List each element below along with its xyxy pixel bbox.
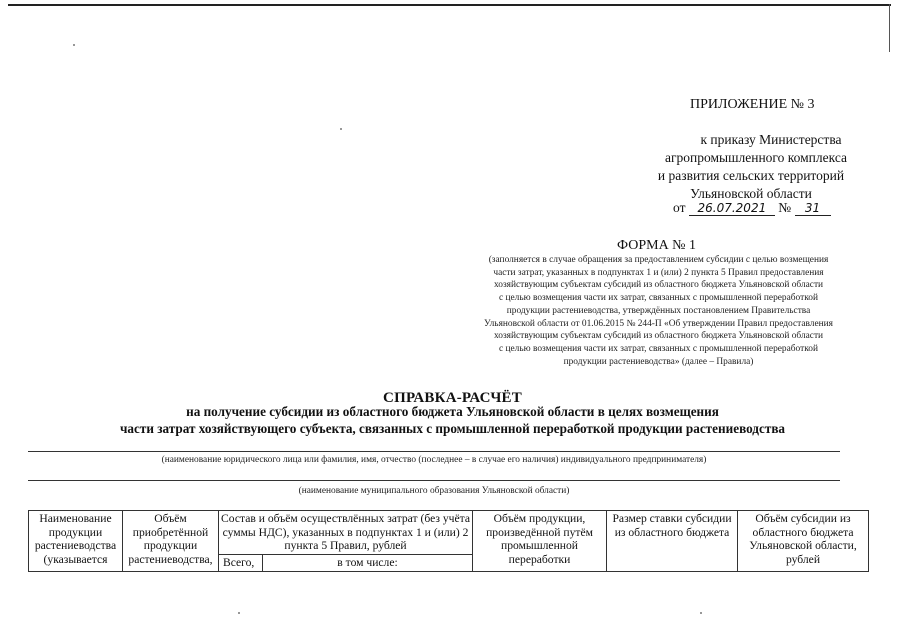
- handwritten-number: 31: [795, 201, 831, 216]
- subtitle-line: части затрат хозяйствующего субъекта, связанных с промышленной переработкой продукции растениеводства: [119, 421, 786, 436]
- entity-name-caption: (наименование юридического лица или фамилия, имя, отчество (последнее – в случае его наличия) индивидуального предпринимателя): [161, 455, 707, 465]
- municipality-caption: (наименование муниципального образования Ульяновской области): [298, 486, 570, 496]
- order-line: Ульяновской области: [690, 186, 812, 201]
- form-note-line: Ульяновской области от 01.06.2015 № 244-П «Об утверждении Правил предоставления: [484, 318, 833, 329]
- calculation-table: [28, 510, 869, 572]
- header-subsidy-rate: Размер ставки субсидии из областного бюджета: [607, 511, 738, 572]
- header-costs-including: в том числе:: [263, 554, 473, 571]
- header-produced-volume: Объём продукции, произведённой путём промышленной переработки: [473, 511, 607, 572]
- order-reference: [640, 131, 862, 203]
- form-note-line: с целью возмещения части их затрат, связанных с промышленной переработкой: [498, 293, 818, 304]
- scan-speck: [73, 44, 75, 46]
- form-title: ФОРМА № 1: [617, 238, 697, 253]
- scan-speck: [700, 612, 702, 614]
- order-line: агропромышленного комплекса: [665, 150, 847, 165]
- header-subsidy-amount: Объём субсидии из областного бюджета Ульяновской области, рублей: [738, 511, 869, 572]
- header-costs: Состав и объём осуществлённых затрат (без учёта суммы НДС), указанных в подпунктах 1 и (или) 2 пункта 5 Правил, рублей: [219, 511, 473, 555]
- header-costs-total: Всего,: [219, 554, 263, 571]
- right-border-line: [889, 4, 890, 52]
- scan-speck: [238, 612, 240, 614]
- order-line: к приказу Министерства: [700, 132, 842, 147]
- form-note-line: продукции растениеводства» (далее – Правила): [563, 356, 754, 367]
- form-note-line: с целью возмещения части их затрат, связанных с промышленной переработкой: [498, 343, 818, 354]
- header-product-name: Наименование продукции растениеводства (указывается: [29, 511, 123, 572]
- form-note-line: хозяйствующим субъектам субсидий из областного бюджета Ульяновской области: [493, 331, 824, 342]
- order-line: и развития сельских территорий: [657, 168, 845, 183]
- document-subtitle: [20, 403, 885, 437]
- subtitle-line: на получение субсидии из областного бюджета Ульяновской области в целях возмещения: [186, 404, 719, 419]
- entity-name-fill-line: [28, 451, 840, 452]
- date-prefix: от: [673, 200, 686, 215]
- order-date-line: [673, 200, 831, 216]
- appendix-label: ПРИЛОЖЕНИЕ № 3: [690, 97, 815, 112]
- form-note-line: продукции растениеводства, утверждённых постановлением Правительства: [506, 305, 811, 316]
- top-border-line: [8, 4, 891, 6]
- number-prefix: №: [778, 200, 792, 215]
- form-note-line: части затрат, указанных в подпунктах 1 и (или) 2 пункта 5 Правил предоставления: [493, 267, 824, 278]
- form-note-line: (заполняется в случае обращения за предоставлением субсидии с целью возмещения: [488, 255, 829, 265]
- form-note-line: хозяйствующим субъектам субсидий из областного бюджета Ульяновской области: [493, 280, 824, 291]
- header-purchased-volume: Объём приобретённой продукции растениеводства,: [123, 511, 219, 572]
- handwritten-date: 26.07.2021: [689, 201, 775, 216]
- table-header-row: [29, 511, 869, 555]
- municipality-fill-line: [28, 480, 840, 481]
- form-note: [452, 254, 865, 368]
- scan-speck: [340, 128, 342, 130]
- document-title: СПРАВКА-РАСЧЁТ: [383, 390, 522, 406]
